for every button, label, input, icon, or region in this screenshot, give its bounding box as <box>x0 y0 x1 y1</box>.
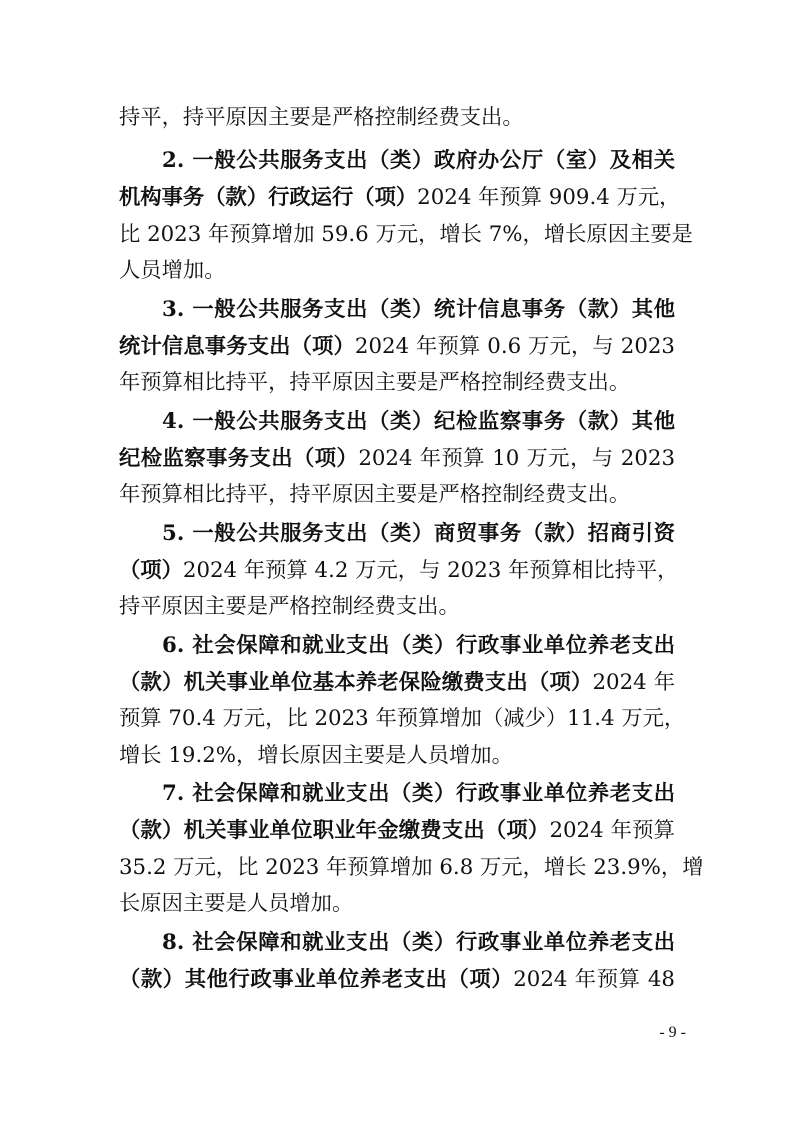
line-16-text: 2024 年 <box>592 670 675 695</box>
text-line-6 <box>162 291 675 329</box>
line-21-text: 35.2 万元，比 2023 年预算增加 6.8 万元，增长 23.9%，增 <box>119 855 704 880</box>
line-7-text: 2024 年预算 0.6 万元，与 2023 <box>354 334 675 359</box>
line-15-bold: 6. 社会保障和就业支出（类）行政事业单位养老支出 <box>162 633 675 658</box>
text-line-7 <box>119 328 675 366</box>
line-6-bold: 3. 一般公共服务支出（类）统计信息事务（款）其他 <box>162 297 675 322</box>
text-line-15 <box>162 627 675 665</box>
line-24-bold: （款）其他行政事业单位养老支出（项） <box>119 967 514 992</box>
text-line-13 <box>119 552 679 590</box>
text-line-11 <box>119 476 675 514</box>
line-1-text: 持平，持平原因主要是严格控制经费支出。 <box>119 105 524 130</box>
line-10-text: 2024 年预算 10 万元，与 2023 <box>358 446 675 471</box>
text-line-5 <box>119 252 675 290</box>
line-24-text: 2024 年预算 48 <box>513 967 675 992</box>
text-line-2 <box>162 142 675 180</box>
text-line-22 <box>119 885 675 923</box>
line-16-bold: （款）机关事业单位基本养老保险缴费支出（项） <box>119 670 593 695</box>
text-line-16 <box>119 664 675 702</box>
text-line-17 <box>119 700 686 738</box>
line-20-text: 2024 年预算 <box>549 818 675 843</box>
line-11-text: 年预算相比持平，持平原因主要是严格控制经费支出。 <box>119 482 631 507</box>
line-17-text: 预算 70.4 万元，比 2023 年预算增加（减少）11.4 万元， <box>119 706 686 731</box>
line-18-text: 增长 19.2%，增长原因主要是人员增加。 <box>119 743 513 768</box>
text-line-21 <box>119 849 704 887</box>
line-12-bold: 5. 一般公共服务支出（类）商贸事务（款）招商引资 <box>162 521 675 546</box>
line-3-bold: 机构事务（款）行政运行（项） <box>119 185 418 210</box>
text-line-10 <box>119 440 675 478</box>
text-line-3 <box>119 179 681 217</box>
line-8-text: 年预算相比持平，持平原因主要是严格控制经费支出。 <box>119 370 631 395</box>
line-23-bold: 8. 社会保障和就业支出（类）行政事业单位养老支出 <box>162 930 675 955</box>
line-13-text: 2024 年预算 4.2 万元，与 2023 年预算相比持平， <box>182 558 679 583</box>
text-line-8 <box>119 364 675 402</box>
line-3-text: 2024 年预算 909.4 万元， <box>417 185 681 210</box>
text-line-18 <box>119 737 675 775</box>
text-line-24 <box>119 961 675 999</box>
line-2-bold: 2. 一般公共服务支出（类）政府办公厅（室）及相关 <box>162 148 675 173</box>
text-line-14 <box>119 588 675 626</box>
text-line-12 <box>162 515 675 553</box>
page-number: - 9 - <box>659 1024 686 1041</box>
text-line-23 <box>162 924 675 962</box>
line-14-text: 持平原因主要是严格控制经费支出。 <box>119 594 460 619</box>
line-13-bold: （项） <box>119 558 183 583</box>
line-22-text: 长原因主要是人员增加。 <box>119 891 354 916</box>
line-7-bold: 统计信息事务支出（项） <box>119 334 355 359</box>
line-4-text: 比 2023 年预算增加 59.6 万元，增长 7%，增长原因主要是 <box>119 222 693 247</box>
line-9-bold: 4. 一般公共服务支出（类）纪检监察事务（款）其他 <box>162 409 675 434</box>
line-10-bold: 纪检监察事务支出（项） <box>119 446 359 471</box>
line-20-bold: （款）机关事业单位职业年金缴费支出（项） <box>119 818 550 843</box>
line-5-text: 人员增加。 <box>119 258 226 283</box>
text-line-4 <box>119 216 693 254</box>
text-line-20 <box>119 812 675 850</box>
text-line-9 <box>162 403 675 441</box>
line-19-bold: 7. 社会保障和就业支出（类）行政事业单位养老支出 <box>162 781 675 806</box>
text-line-1 <box>119 99 675 137</box>
text-line-19 <box>162 775 675 813</box>
